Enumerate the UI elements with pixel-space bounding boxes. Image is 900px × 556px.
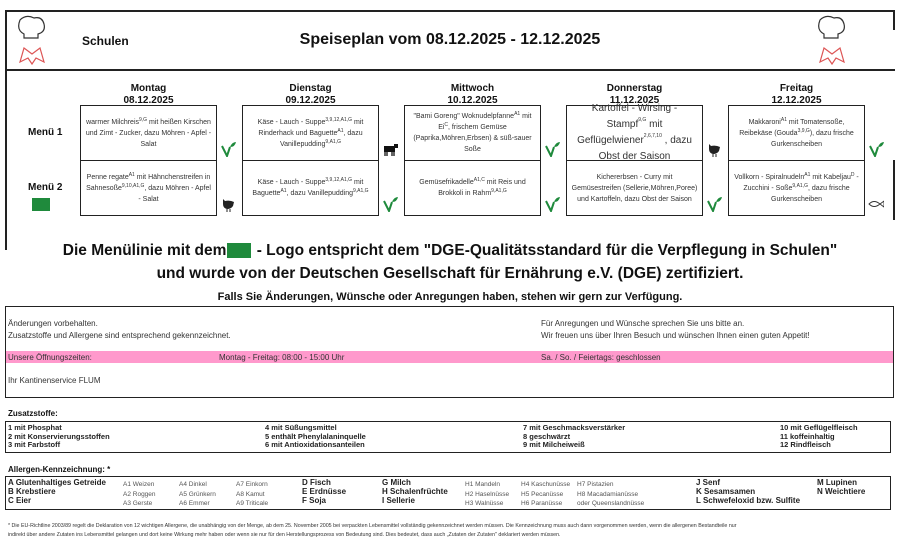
day-date: 08.12.2025 (123, 95, 174, 106)
allergen-item: H4 Kaschunüsse (521, 481, 571, 488)
allergen-codes: D (850, 171, 855, 178)
meal-cell-menu1 (566, 105, 703, 161)
additive-item: 4 mit Süßungsmittel (265, 423, 337, 432)
allergen-item: H2 Haselnüsse (465, 490, 510, 498)
dish-text: Käse - Lauch - Suppe (257, 118, 326, 126)
allergen-item: C Eier (8, 496, 32, 505)
frame-border (5, 10, 895, 12)
dish-text: "Bami Goreng" Woknudelpfanne (413, 113, 515, 120)
allergen-item: oder Queenslandnüsse (577, 500, 645, 507)
additive-item: 6 mit Antioxidationsanteilen (265, 440, 365, 449)
frame-border (893, 160, 895, 220)
dge-logo (31, 197, 51, 212)
meal-cell-menu2 (242, 160, 379, 216)
day-header-mittwoch (404, 83, 541, 107)
signature: Ihr Kantinenservice FLUM (8, 376, 101, 385)
meal-cell-menu1 (80, 105, 217, 161)
meal-cell-menu2 (404, 160, 541, 216)
day-date: 10.12.2025 (447, 95, 498, 106)
allergen-item: A4 Dinkel (179, 481, 207, 488)
additive-item: 2 mit Konservierungsstoffen (8, 431, 110, 441)
day-name: Mittwoch (450, 83, 495, 94)
additive-item: 8 geschwärzt (523, 431, 571, 441)
allergen-codes: A1 (128, 171, 135, 178)
allergen-item: H8 Macadamianüsse (577, 490, 639, 498)
dish-text: , dazu Vanillepudding (286, 190, 353, 197)
page-title: Speiseplan vom 08.12.2025 - 12.12.2025 (299, 31, 601, 48)
menu-label-1: Menü 1 (28, 127, 63, 138)
info-box (5, 306, 894, 398)
dish-text: , dazu frische Gurkenscheiben (771, 184, 850, 203)
dish-text: Penne regate (86, 173, 129, 181)
allergen-item: H Schalenfrüchte (382, 487, 448, 496)
dish-text: Gemüsefrikadelle (419, 179, 474, 186)
allergen-item: H7 Pistazien (577, 481, 614, 488)
dish-text: mit Kabeljau (810, 173, 851, 181)
statement-text: Die Menülinie mit dem (62, 242, 227, 259)
statement-text: - Logo entspricht dem "DGE-Qualitätsstandard für die Verpflegung in Schulen" (252, 242, 838, 259)
footnote: * Die EU-Richtline 2003/89 regelt die Deklaration von 12 wichtigen Allergene, die unabhängig von der Menge, ab dem 25. November 2005 bei verpackten Lebensmittel vollständig gekennzeichnet werden müssen. Die Kennzeichnung muss auch dann vorgenommen werden, wenn die allergenen Bestandteile nur (8, 523, 737, 529)
info-text: Änderungen vorbehalten. (8, 319, 98, 328)
allergen-item: H6 Paranüsse (521, 500, 563, 507)
info-text: Wir freuen uns über Ihren Besuch und wünschen Ihnen einen guten Appetit! (541, 331, 810, 340)
dge-statement-line2: und wurde von der Deutschen Gesellschaft für Ernährung e.V. (DGE) zertifiziert. (156, 265, 744, 282)
vegetarian-leaf-icon (382, 196, 398, 212)
allergen-item: F Soja (302, 496, 327, 505)
allergen-codes: 3,9,12,A1,G (325, 177, 353, 183)
menu-label-2: Menü 2 (28, 182, 63, 193)
allergen-item: B Krebstiere (8, 487, 56, 496)
cow-icon (382, 141, 398, 157)
additive-item: 5 enthält Phenylalaninquelle (265, 431, 366, 441)
allergen-codes: A1 (780, 116, 787, 123)
allergen-item: K Sesamsamen (696, 487, 756, 496)
allergen-codes: 2,6,7,10 (643, 133, 662, 139)
day-date: 11.12.2025 (609, 95, 660, 106)
additive-item: 10 mit Geflügelfleisch (780, 423, 858, 432)
allergen-codes: A1 (804, 171, 811, 178)
dish-text: mit Ei (438, 113, 532, 131)
dish-text: , frischem Gemüse (Paprika,Möhren,Erbsen) & süß-sauer Soße (413, 124, 532, 153)
dish-text: mit heißen Kirschen und Zimt - Zucker, dazu Möhren - Apfel - Salat (85, 118, 212, 148)
additive-item: 3 mit Farbstoff (8, 440, 61, 449)
allergen-codes: 9,A1,G (325, 138, 341, 145)
allergen-item: A9 Triticale (236, 500, 269, 507)
allergen-item: A3 Gerste (123, 500, 153, 507)
allergen-item: I Sellerie (382, 496, 415, 505)
frame-border (5, 69, 895, 71)
dge-statement-line1 (0, 242, 900, 260)
meal-cell-menu1 (242, 105, 379, 161)
additive-item: 11 koffeinhaltig (780, 431, 835, 441)
vegetarian-leaf-icon (544, 196, 560, 212)
allergen-item: A7 Einkorn (236, 481, 268, 488)
allergen-item: M Lupinen (817, 478, 857, 487)
vegetarian-leaf-icon (706, 196, 722, 212)
meal-cell-menu1 (728, 105, 865, 161)
dish-text: mit Geflügelwiener (577, 119, 663, 146)
allergen-codes: A1 (514, 111, 521, 117)
day-name: Dienstag (289, 83, 332, 94)
allergen-item: A1 Weizen (123, 481, 155, 488)
fish-icon (868, 196, 884, 212)
additive-item: 9 mit Milcheiweiß (523, 440, 585, 449)
dish-text: Makkaroni (748, 118, 781, 126)
day-date: 09.12.2025 (285, 95, 336, 106)
day-name: Montag (130, 83, 167, 94)
allergen-codes: A1 (280, 188, 287, 194)
allergen-item: D Fisch (302, 478, 331, 487)
allergens-box (5, 476, 891, 510)
allergen-item: A5 Grünkern (179, 490, 216, 498)
allergen-codes: A1,C (473, 177, 485, 183)
opening-hours: Montag - Freitag: 08:00 - 15:00 Uhr (219, 353, 345, 362)
allergen-codes: 9,A1,G (353, 188, 369, 194)
allergen-item: J Senf (696, 478, 721, 487)
vegetarian-leaf-icon (544, 141, 560, 157)
allergens-label: Allergen-Kennzeichnung: * (8, 465, 111, 474)
dish-text: , dazu Möhren - Apfel - Salat (138, 184, 211, 203)
feedback-note: Falls Sie Änderungen, Wünsche oder Anregungen haben, stehen wir gern zur Verfügung. (217, 291, 683, 303)
dish-text: mit Baguette (252, 179, 364, 197)
allergen-codes: C (444, 122, 449, 128)
footnote: indirekt über andere Zutaten ins Lebensmittel gelangen und dort keine Wirkung mehr haben oder wenn sie nur für den Herstellungsprozess von Bedeutung sind. Dies bedeutet, dass auch „Zutaten der Zutaten" deklariert werden müssen. (8, 532, 561, 538)
meal-cell-menu2 (80, 160, 217, 216)
dish-text: mit Tomatensoße, Reibekäse (Gouda (739, 118, 845, 137)
additives-label: Zusatzstoffe: (8, 409, 58, 418)
allergen-item: A2 Roggen (123, 490, 156, 498)
dish-text: , dazu Obst der Saison (598, 135, 692, 162)
dish-text: mit Hähnchenstreifen in Sahnesoße (86, 173, 211, 192)
school-label: Schulen (82, 34, 129, 48)
day-name: Donnerstag (606, 83, 663, 94)
allergen-codes: 9,A1,G (792, 182, 808, 189)
opening-hours-label: Unsere Öffnungszeiten: (8, 353, 92, 362)
allergen-item: A Glutenhaltiges Getreide (8, 478, 106, 487)
day-name: Freitag (779, 83, 814, 94)
allergen-item: L Schwefeloxid bzw. Sulfite (696, 496, 801, 505)
chicken-icon (220, 196, 236, 212)
dish-text: Kichererbsen - Curry mit Gemüsestreifen (Sellerie,Möhren,Poree) und Kartoffeln, dazu Obst der Saison (571, 173, 698, 203)
dge-logo (226, 242, 252, 259)
allergen-item: A8 Kamut (236, 490, 265, 498)
allergen-codes: 3,9,G (797, 127, 810, 134)
info-text: Für Anregungen und Wünsche sprechen Sie uns bitte an. (541, 319, 745, 328)
allergen-codes: A1 (337, 127, 344, 134)
frame-border (893, 10, 895, 30)
vegetarian-leaf-icon (868, 141, 884, 157)
opening-hours-band (6, 351, 893, 363)
meal-cell-menu2 (728, 160, 865, 216)
additive-item: 12 Rindfleisch (780, 440, 831, 449)
dish-text: , dazu Vanillepudding (280, 129, 363, 148)
dish-text: Kartoffel - Wirsing - Stampf (591, 103, 678, 130)
dish-text: - Zucchini - Soße (743, 173, 859, 192)
day-date: 12.12.2025 (771, 95, 822, 106)
closed-days: Sa. / So. / Feiertags: geschlossen (541, 353, 661, 362)
allergen-item: H3 Walnüsse (465, 500, 504, 507)
vegetarian-leaf-icon (220, 141, 236, 157)
dish-text: Vollkorn - Spiralnudeln (734, 173, 805, 181)
allergen-item: E Erdnüsse (302, 487, 347, 496)
dish-text: mit Reis und Brokkoli in Rahm (438, 179, 526, 197)
day-header-dienstag (242, 83, 379, 107)
chicken-icon (706, 141, 722, 157)
allergen-item: A6 Emmer (179, 500, 210, 507)
allergen-item: N Weichtiere (817, 487, 866, 496)
allergen-codes: 9,G (139, 116, 148, 123)
allergen-codes: 9,10,A1,G (121, 182, 145, 189)
allergen-codes: 9,G (638, 117, 647, 123)
additive-item: 1 mit Phosphat (8, 423, 62, 432)
day-header-montag (80, 83, 217, 107)
meal-cell-menu2 (566, 160, 703, 216)
info-text: Zusatzstoffe und Allergene sind entsprechend gekennzeichnet. (8, 331, 231, 340)
dish-text: warmer Milchreis (86, 118, 140, 126)
allergen-codes: 3,9,12,A1,G (325, 116, 353, 123)
dish-text: mit Rinderhack und Baguette (258, 118, 364, 137)
dish-text: ), dazu frische Gurkenscheiben (771, 129, 854, 148)
additives-box (5, 421, 891, 453)
meal-cell-menu1 (404, 105, 541, 161)
allergen-item: H5 Pecanüsse (521, 490, 564, 498)
allergen-item: G Milch (382, 478, 411, 487)
allergen-codes: 9,A1,G (491, 188, 507, 194)
day-header-freitag (728, 83, 865, 107)
allergen-item: H1 Mandeln (465, 481, 501, 488)
dish-text: Käse - Lauch - Suppe (257, 179, 326, 186)
additive-item: 7 mit Geschmacksverstärker (523, 423, 626, 432)
